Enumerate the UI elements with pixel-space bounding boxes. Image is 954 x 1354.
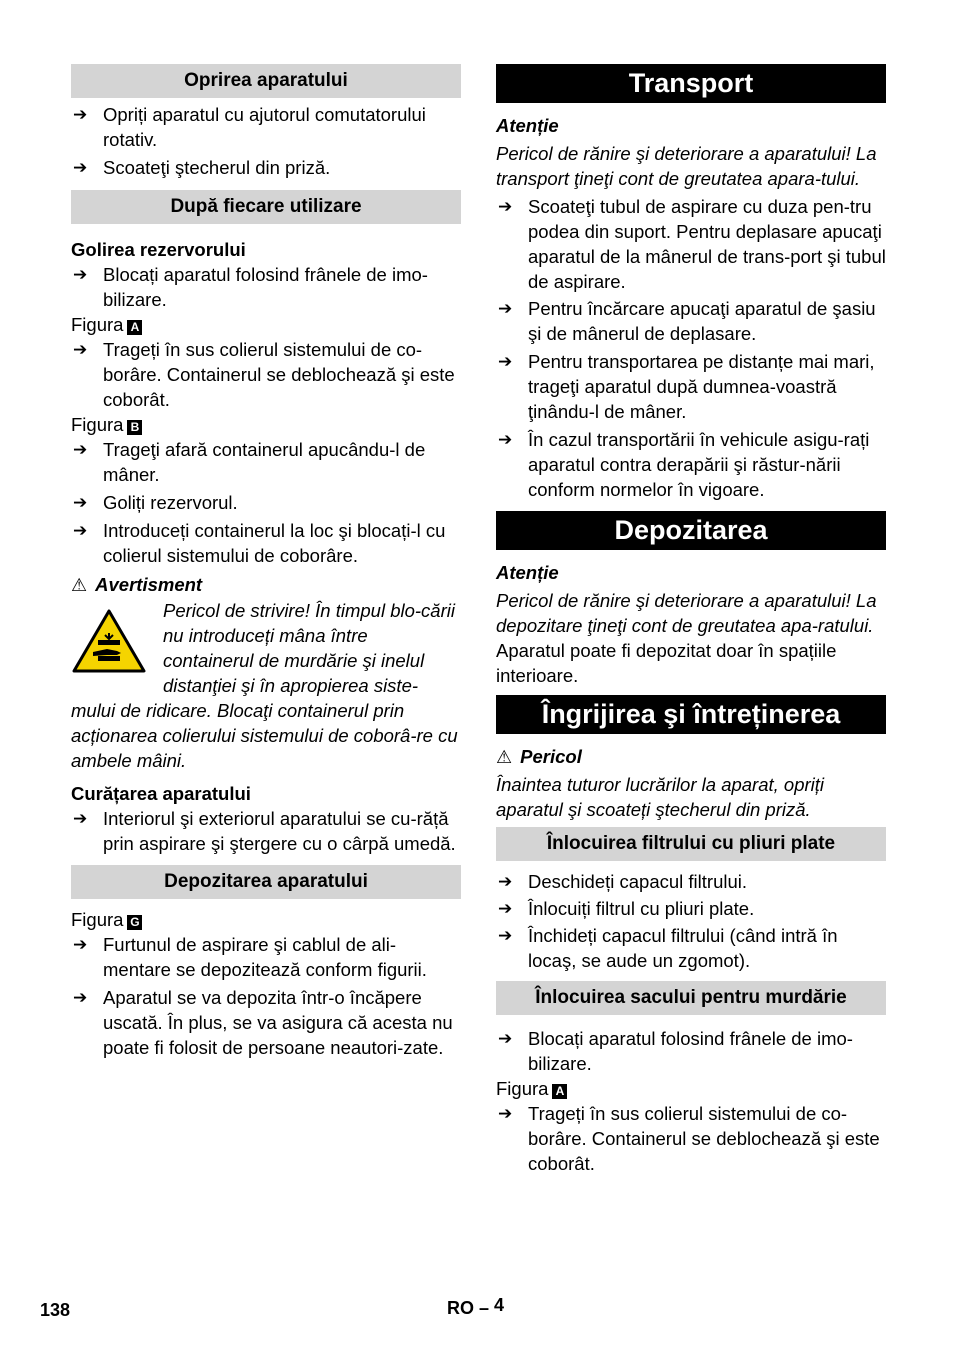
figure-letter-a: A — [552, 1084, 567, 1099]
warning-block — [71, 598, 461, 698]
list-item: ➔ Scoateţi tubul de aspirare cu duza pen-tru podea din suport. Pentru deplasare apucaţi aparatul de la mânerul de trans-port şi tubul de aspirare. — [498, 196, 886, 292]
arrow-right-icon: ➔ — [498, 872, 513, 891]
arrow-right-icon: ➔ — [498, 926, 513, 945]
warning-text: Pericol de strivire! În timpul blo-cării nu introduceți mâna între containerul de murdărie şi inelul distanţiei şi în apropierea siste- — [163, 600, 455, 696]
footer-section-number: 4 — [494, 1295, 505, 1315]
list-item: ➔ Aparatul se va depozita într-o încăpere uscată. În plus, se va asigura că acesta nu poate fi folosit de persoane neautori-zate. — [73, 987, 453, 1058]
left-column — [71, 64, 461, 1060]
section-heading-filter: Înlocuirea filtrului cu pliuri plate — [496, 827, 886, 861]
section-heading-storage: Depozitarea — [496, 511, 886, 550]
list-item: ➔ Goliți rezervorul. — [73, 492, 238, 513]
danger-text: Înaintea tuturor lucrărilor la aparat, opriți aparatul şi scoateți ştecherul din priză. — [496, 774, 825, 820]
list-item: ➔ Trageţi afară containerul apucându-l de mâner. — [73, 439, 426, 485]
footer-dash: – — [479, 1298, 490, 1318]
list-item: ➔ În cazul transportării în vehicule asigu-rați aparatul contra derapării şi răstur-nării conform normelor în vigoare. — [498, 429, 870, 500]
arrow-right-icon: ➔ — [73, 105, 88, 124]
arrow-right-icon: ➔ — [73, 809, 88, 828]
figure-letter-g: G — [127, 915, 142, 930]
figure-ref-a: Figura A — [496, 1076, 886, 1101]
section-heading-transport: Transport — [496, 64, 886, 103]
list-item: ➔ Închideți capacul filtrului (când intră în locaş, se aude un zgomot). — [498, 925, 838, 971]
figure-ref-g: Figura G — [71, 907, 461, 932]
footer-lang: RO — [447, 1298, 474, 1318]
attention-heading: Atenție — [496, 115, 559, 136]
right-column — [496, 64, 886, 1176]
list-item: ➔ Blocați aparatul folosind frânele de imo-bilizare. — [498, 1028, 853, 1074]
storage-text: Aparatul poate fi depozitat doar în spațiile interioare. — [496, 640, 837, 686]
warning-triangle-icon: ⚠ — [496, 747, 513, 767]
danger-heading: ⚠ Pericol — [496, 746, 582, 767]
list-item: ➔ Pentru încărcare apucaţi aparatul de şasiu şi de mânerul de deplasare. — [498, 298, 876, 344]
arrow-right-icon: ➔ — [73, 935, 88, 954]
arrow-right-icon: ➔ — [73, 521, 88, 540]
arrow-right-icon: ➔ — [498, 197, 513, 216]
list-item: ➔ Introduceți containerul la loc şi blocați-l cu colierul sistemului de coborâre. — [73, 520, 446, 566]
figure-letter-a: A — [127, 320, 142, 335]
list-item: ➔ Scoateţi ştecherul din priză. — [73, 157, 331, 178]
arrow-right-icon: ➔ — [498, 1029, 513, 1048]
arrow-right-icon: ➔ — [498, 430, 513, 449]
arrow-right-icon: ➔ — [498, 352, 513, 371]
arrow-right-icon: ➔ — [498, 1104, 513, 1123]
warning-heading: ⚠ Avertisment — [71, 574, 203, 595]
section-heading-bag: Înlocuirea sacului pentru murdărie — [496, 981, 886, 1015]
list-item: ➔ Deschideți capacul filtrului. — [498, 871, 748, 892]
list-item: ➔ Trageți în sus colierul sistemului de co-borâre. Containerul se deblochează şi este coborât. — [73, 339, 455, 410]
hand-crush-hazard-icon — [71, 598, 163, 698]
figure-ref-a: Figura A — [71, 312, 461, 337]
list-item: ➔ Trageți în sus colierul sistemului de co-borâre. Containerul se deblochează şi este coborât. — [498, 1103, 880, 1174]
footer-section — [447, 1296, 504, 1321]
attention-text: Pericol de rănire şi deteriorare a aparatului! La depozitare ţineţi cont de greutatea apa-ratului. — [496, 590, 877, 636]
arrow-right-icon: ➔ — [498, 899, 513, 918]
list-item: ➔ Interiorul şi exteriorul aparatului se cu-răță prin aspirare şi ştergere cu o cârpă umedă. — [73, 808, 456, 854]
subheading-empty-tank: Golirea rezervorului — [71, 239, 246, 260]
figure-ref-b: Figura B — [71, 412, 461, 437]
arrow-right-icon: ➔ — [73, 265, 88, 284]
figure-letter-b: B — [127, 420, 142, 435]
attention-text: Pericol de rănire şi deteriorare a aparatului! La transport ţineţi cont de greutatea apara-tului. — [496, 143, 877, 189]
arrow-right-icon: ➔ — [73, 440, 88, 459]
attention-heading: Atenție — [496, 562, 559, 583]
list-item: ➔ Furtunul de aspirare şi cablul de ali-mentare se depozitează conform figurii. — [73, 934, 427, 980]
subheading-cleaning: Curățarea aparatului — [71, 783, 251, 804]
arrow-right-icon: ➔ — [73, 158, 88, 177]
list-item: ➔ Opriți aparatul cu ajutorul comutatorului rotativ. — [73, 104, 426, 150]
list-item: ➔ Pentru transportarea pe distanțe mai mari, trageţi aparatul după dumnea-voastră ţinându-l de mâner. — [498, 351, 875, 422]
warning-triangle-icon: ⚠ — [71, 575, 88, 595]
arrow-right-icon: ➔ — [73, 988, 88, 1007]
list-item: ➔ Blocați aparatul folosind frânele de imo-bilizare. — [73, 264, 428, 310]
arrow-right-icon: ➔ — [498, 299, 513, 318]
section-heading-stop: Oprirea aparatului — [71, 64, 461, 98]
arrow-right-icon: ➔ — [73, 493, 88, 512]
section-heading-after-use: După fiecare utilizare — [71, 190, 461, 224]
arrow-right-icon: ➔ — [73, 340, 88, 359]
section-heading-storage: Depozitarea aparatului — [71, 865, 461, 899]
warning-text-continued: mului de ridicare. Blocaţi containerul prin acționarea colierului sistemului de coborâ-re cu ambele mâini. — [71, 700, 458, 771]
list-item: ➔ Înlocuiți filtrul cu pliuri plate. — [498, 898, 755, 919]
section-heading-care: Îngrijirea şi întreținerea — [496, 695, 886, 734]
page-number: 138 — [40, 1300, 71, 1320]
